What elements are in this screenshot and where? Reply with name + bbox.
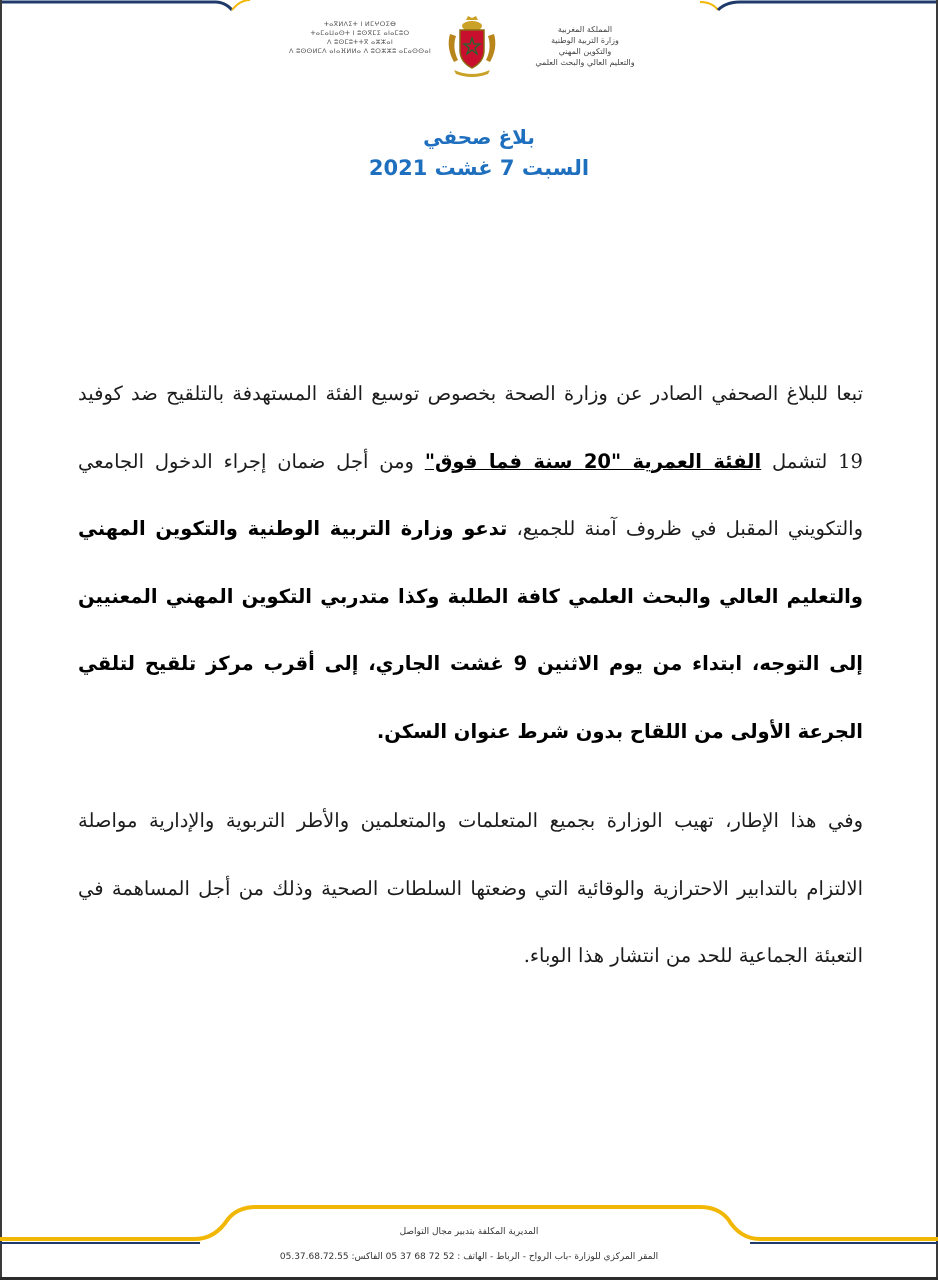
arabic-line: والتكوين المهني [558, 47, 612, 56]
arabic-line: وزارة التربية الوطنية [551, 36, 619, 45]
footer-decorative-line [0, 1205, 938, 1245]
paragraph-1 [78, 360, 863, 765]
title-block [0, 122, 938, 184]
letterhead-tifinagh [280, 20, 440, 56]
tifinagh-line: ⵜⴰⵎⴰⵡⴰⵙⵜ ⵏ ⵓⵙⴳⵎⵉ ⴰⵏⴰⵎⵓⵔ [310, 29, 410, 37]
footer-directorate: المديرية المكلفة بتدبير مجال التواصل [399, 1227, 539, 1237]
letterhead-arabic [510, 24, 660, 68]
paragraph-1-call-to-action: تدعو وزارة التربية الوطنية والتكوين المهني والتعليم العالي والبحث العلمي كافة الطلبة وكذا متدربي التكوين المهني المعنيين إلى التوجه، ابتداء من يوم الاثنين 9 غشت الجاري، إلى أقرب مركز تلقيح لتلقي الجرعة الأولى من اللقاح بدون شرط عنوان السكن. [78, 517, 863, 743]
top-decorative-border [0, 0, 938, 14]
letterhead [280, 14, 660, 86]
arabic-line: والتعليم العالي والبحث العلمي [535, 58, 635, 67]
tifinagh-line: ⴷ ⵓⵙⵎⵓⵜⵜⴳ ⴰⵣⵣⴰⵏ [326, 38, 394, 46]
paragraph-1-intro: تبعا للبلاغ الصحفي الصادر عن وزارة الصحة بخصوص توسيع الفئة المستهدفة بالتلقيح ضد كوفيد 19 لتشمل [78, 382, 863, 473]
body-text [78, 360, 863, 990]
tifinagh-line: ⵜⴰⴳⵍⴷⵉⵜ ⵏ ⵍⵎⵖⵔⵉⴱ [323, 20, 397, 28]
left-border [0, 0, 2, 1280]
footer-address-contact: المقر المركزي للوزارة -باب الرواح - الرباط - الهاتف : 52 72 68 37 05 الفاكس: 05.37.68.72.55 [279, 1252, 659, 1262]
footer [0, 1205, 938, 1280]
paragraph-1-context: ومن أجل ضمان إجراء الدخول الجامعي والتكويني المقبل في ظروف آمنة للجميع، [78, 449, 863, 540]
press-release-date: السبت 7 غشت 2021 [368, 156, 590, 180]
paragraph-2: وفي هذا الإطار، تهيب الوزارة بجميع المتعلمات والمتعلمين والأطر التربوية والإدارية مواصلة الالتزام بالتدابير الاحترازية والوقائية التي وضعتها السلطات الصحية وذلك من أجل المساهمة في التعبئة الجماعية للحد من انتشار هذا الوباء. [78, 809, 863, 967]
press-release-title: بلاغ صحفي [423, 125, 535, 149]
arabic-line: المملكة المغربية [557, 25, 613, 34]
coat-of-arms-emblem [444, 14, 500, 80]
age-group-highlight: الفئة العمرية "20 سنة فما فوق" [424, 449, 762, 473]
tifinagh-line: ⴷ ⵓⵙⵙⵍⵎⴷ ⴰⵏⴰⴼⵍⵍⴰ ⴷ ⵓⵔⵣⵣⵓ ⴰⵎⴰⵙⵙⴰⵏ [288, 47, 432, 55]
